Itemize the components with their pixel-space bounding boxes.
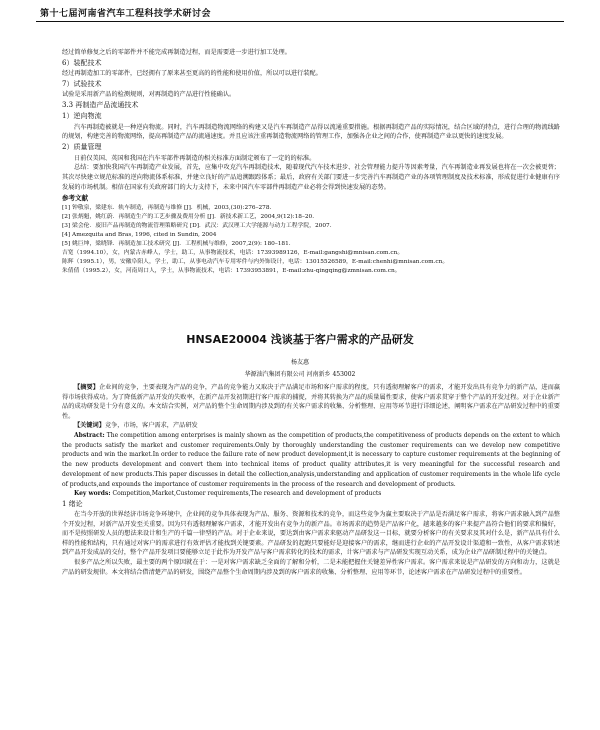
reference-item: [2] 张炳魁，姚红蔚．再制造生产的工艺步骤及费用分析 [J]．新技术新工艺，2004,9(12):18–20. — [62, 213, 315, 220]
abstract-en-label: Abstract: — [74, 432, 105, 440]
abstract-cn — [62, 383, 560, 421]
keywords-text: 竞争，市场，客户需求，产品研发 — [104, 422, 198, 430]
keywords-label: 【关键词】 — [74, 422, 105, 430]
references-title: 参考文献 — [62, 194, 88, 203]
heading-quality: 2）质量管理 — [62, 143, 102, 152]
abstract-en-text: The competition among enterprises is mainly shown as the competition of products,the competitiveness of products depends on the extent to which the products satisfy the market and customer requirements.Only by thoroughly understanding the customer requirements can we develop new competitive products and win the market.In order to reduce the failure rate of new product development,it is necessary to capture customer requirements at the beginning of the new products development and convert them into technical items of product quality attributes,it is very meaningful for the successful research and development of new products.This paper discusses in detail the collection,analysis,understanding and application of customer requirements in the whole life cycle of products,and expounds the importance of customer requirements in the process of the research and development of products. — [62, 432, 560, 488]
paragraph-reverse-logistics: 汽车再制造被就是一种逆向物流。同时，汽车再制造物流网络的构建又是汽车再制造产品得以流通重要措施。根据再制造产品的实际情况，结合区域的特点，进行合理的物流线路的规划，构建完善的物流网络，提高再制造产品的流通速度。并且应该注重再制造物流网络的管理工作，加强各企业之间的合作，使再制造产业以更快的速度发展。 — [62, 123, 560, 141]
intro-heading: 1 绪论 — [62, 500, 83, 509]
author-bio: 陈辉（1995.1），男，安徽阜阳人，学士，助工，从事电动汽车专用零件与内外饰设计，电话：13015526589，E-mail:chenhi@mnisan.com.cn。 — [62, 258, 449, 265]
running-head: 第十七届河南省汽车工程科技学术研讨会 — [40, 9, 212, 19]
keywords-en — [62, 489, 560, 499]
keywords-cn — [62, 421, 560, 431]
article-body — [62, 383, 560, 577]
abstract-label: 【摘要】 — [74, 384, 99, 391]
reference-item: [4] Amezquita and Bras, 1996, cited in Sundin, 2004 — [62, 231, 217, 238]
article-author: 杨友惠 — [290, 359, 309, 366]
reference-item: [1] 钟敬泉，梁建东．轨车制造，再制造与维修 [J]．机械，2003,(30):276–278. — [62, 204, 272, 211]
heading-assembly: 6）装配技术 — [62, 58, 102, 67]
heading-reverse-logistics: 1）逆向物流 — [62, 112, 102, 121]
previous-article-tail — [62, 48, 560, 276]
article-title: HNSAE20004 浅谈基于客户需求的产品研发 — [186, 333, 414, 346]
reference-item: [3] 梁会伦．废旧产品再制造的物流管理策略研究 [D]．武汉：武汉理工大学能源与动力工程学院，2007. — [62, 222, 332, 229]
keywords-en-text: Competition,Market,Customer requirements,The research and development of products — [112, 490, 382, 498]
author-bio: 吉宽（1994.10），女，内蒙古赤峰人，学士，助工，从事物流技术，电话：17393989126，E-mail:gangshi@mnisan.com.cn。 — [62, 249, 404, 256]
abstract-en — [62, 431, 560, 489]
section-heading-3-3: 3.3 再制造产品流通技术 — [62, 101, 139, 110]
article-affiliation: 华源油汽集团有限公司 河南新乡 453002 — [244, 371, 356, 378]
paragraph-quality: 日前仅美国、英国和我国在汽车零部件再制造的相关标准方面制定颁布了一定的的标准。 — [74, 154, 316, 162]
paragraph-repair: 经过简单修复之后的零部件并不能完成再制造过程，而是需要进一步进行加工处理。 — [62, 49, 291, 56]
paragraph-assembly: 经过再制造加工的零部件，已经拥有了原来甚至更高的的性能和使用价值，所以可以进行装配。 — [62, 70, 322, 78]
intro-paragraph: 很多产品之所以失败，最主要的两个原因就在于：一是对客户需求缺乏全面的了解和分析，二是未能把握住关键差异性客户需求。客户需求来说是产品研发的方向和动力，这就是产品的研发规律。本文将结合借清楚产品的研发，围绕产品整个生命周期内涉及到的客户需求的收集、分析整理、应用等环节，论述客户需求在产品研发过程中的重要性。 — [62, 558, 560, 576]
reference-item: [5] 姚巨坤，梁晓锋．再制造加工技术研究 [J]．工程机械与维修，2007,2(9): 180–181. — [62, 240, 291, 247]
paragraph-test: 试验是采用新产品的检测规则，对再制造的产品进行性能确认。 — [62, 91, 236, 99]
abstract-text: 企业间的竞争，主要表现为产品的竞争，产品的竞争能力又取决于产品满足市场和客户需求的程度，只有透彻理解客户的需求，才能开发出具有竞争力的新产品，进而赢得市场获得成功。为了降低新产品开发的失败率，在新产品开发初期进行客户需求的捕捉，并将其转换为产品的质量属性要求，使客户需求贯穿于整个产品的开发过程。对于企业新产品的成功研发是十分有意义的。本文结合实例，对产品的整个生命周期内涉及到的有关客户需求的收集、分析整理、应用等环节进行详细论述，阐明客户需求在产品研发过程中的重要性。 — [62, 384, 561, 420]
paragraph-summary: 总结：要加快我国汽车再制造产业发展，首先，应集中攻克汽车再制造技术，随着现代汽车技术进步、社会管理能力提升等因素考量，汽车再制造业再发展也将在一次会被更替；其次尽快建立规范标准的逆向物流体系标准，并建立良好的产品追溯跟踪体系；最后，政府有关部门要进一步完善汽车再制造产业的各项管理制度及技术标准，形成促进行业健康有序发展的市场机制。相信在国家有关政府部门的大力支持下，未来中国汽车零部件再制造产业必将会得到快速发展的态势。 — [62, 164, 560, 192]
keywords-en-label: Key words: — [74, 490, 111, 498]
heading-test: 7）试验技术 — [62, 80, 102, 89]
author-bio: 朱倩倩（1995.2），女，河南周口人，学士，从事物流技术，电话：17393953891，E-mail:zhu-qingqing@zmnisan.com.cn。 — [62, 267, 401, 274]
header-rule — [36, 21, 564, 22]
intro-paragraph: 在当今开放的世界经济市场竞争环境中，企业间的竞争具体表现为产品、服务、资源和技术的竞争，而这些竞争为赢主要取决于产品是否满足客户需求，将客户需求融入到产品整个开发过程，对新产品开发至关重要。因为只有透彻理解客户需求，才能开发出有竞争力的新产品。市场需求的趋势是产品客户化，越来越多的客户来提产品符合他们的要求和偏好，而不是按照研发人员的想法来设计和生产的千篇一律型的产品。对于企业来说，要达到由客户需求来驱动产品研发这一目标，就要分析客户的有关要求及其对什么是，新产品具有什么样的性能和结构，只有通过对客户的需求进行有效评估才能找到关键要素。产品研发的起跑只要能好是迎接客户的需求，继而进行企业的产品开发设计渠道和一致性，从客户需求转述到产品开发成品的交付，整个产品开发项目要能够立足于此作为开发产品与客户需求转化的技术的需求，计客户需求与产品研发实现互动关系，成为企业产品研制过程中的关键点。 — [62, 510, 560, 557]
